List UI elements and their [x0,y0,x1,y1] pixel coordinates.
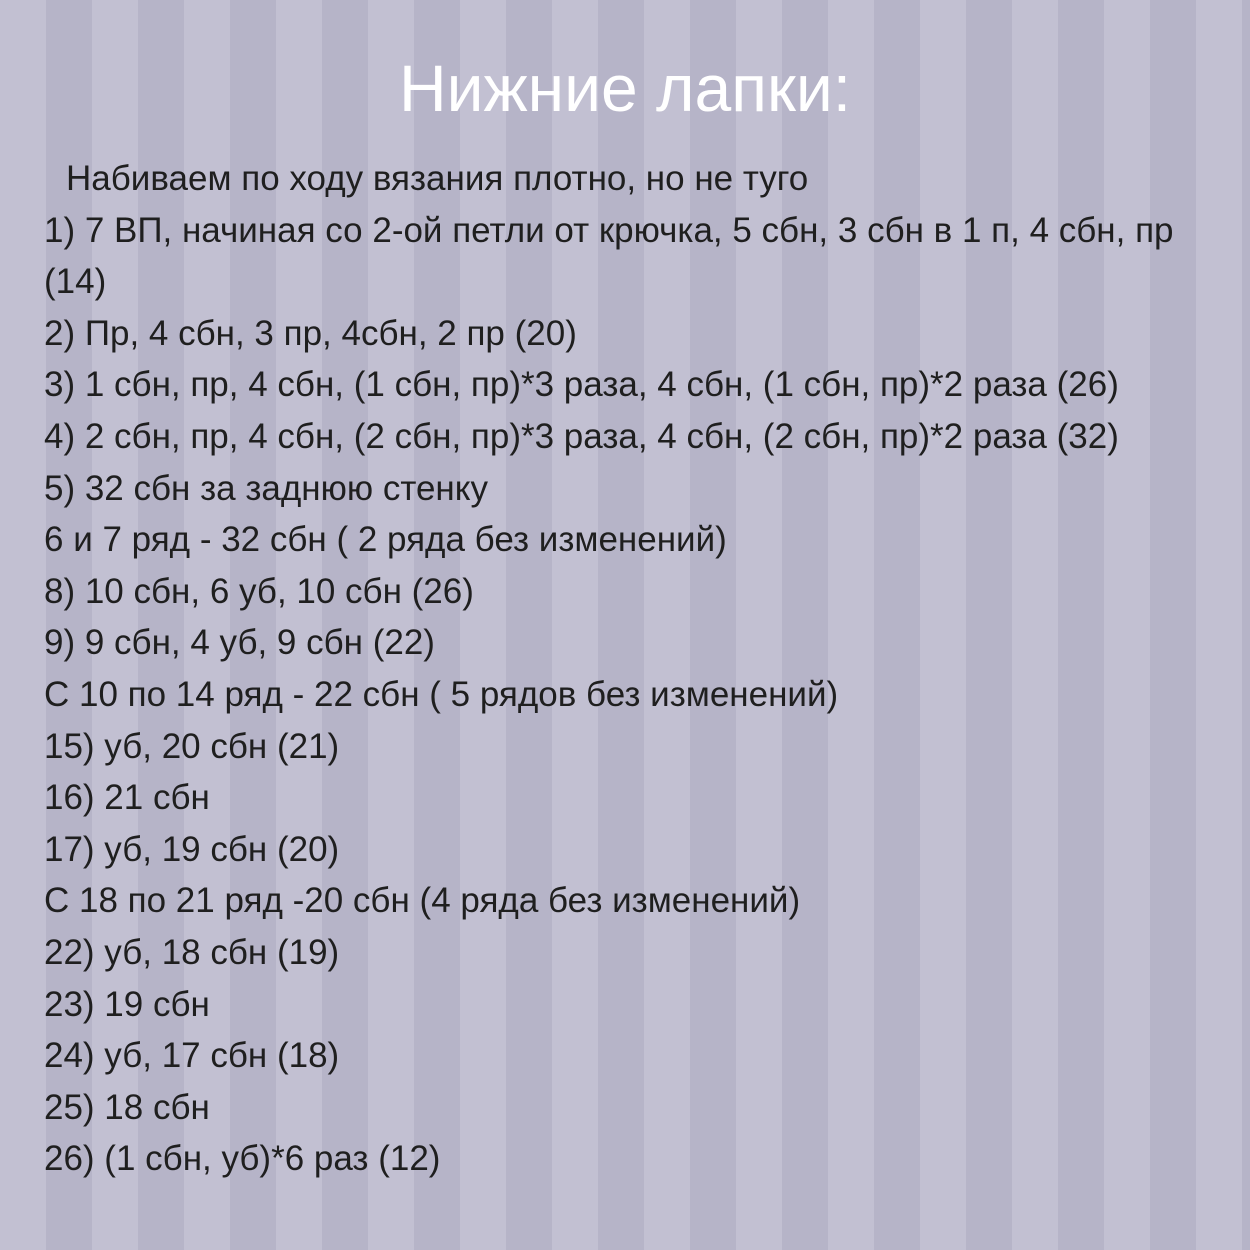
intro-text: Набиваем по ходу вязания плотно, но не туго [66,159,809,198]
pattern-row: 3) 1 сбн, пр, 4 сбн, (1 сбн, пр)*3 раза, 4 сбн, (1 сбн, пр)*2 раза (26) [44,365,1119,405]
pattern-row: 6 и 7 ряд - 32 сбн ( 2 ряда без изменений) [44,520,727,560]
pattern-instructions [44,153,1229,1185]
pattern-row: 22) уб, 18 сбн (19) [44,932,340,972]
page-title: Нижние лапки: [398,51,852,125]
pattern-row: 4) 2 сбн, пр, 4 сбн, (2 сбн, пр)*3 раза, 4 сбн, (2 сбн, пр)*2 раза (32) [44,416,1119,456]
pattern-row: 25) 18 сбн [44,1087,210,1127]
pattern-row: С 18 по 21 ряд -20 сбн (4 ряда без изменений) [44,881,801,921]
pattern-row: 2) Пр, 4 сбн, 3 пр, 4сбн, 2 пр (20) [44,313,577,353]
pattern-row: С 10 по 14 ряд - 22 сбн ( 5 рядов без изменений) [44,674,839,714]
pattern-row: 16) 21 сбн [44,778,210,818]
pattern-row: 9) 9 сбн, 4 уб, 9 сбн (22) [44,623,435,663]
pattern-row: 26) (1 сбн, уб)*6 раз (12) [44,1139,441,1179]
pattern-row: 23) 19 сбн [44,984,210,1024]
pattern-row: 17) уб, 19 сбн (20) [44,829,340,869]
pattern-row: 5) 32 сбн за заднюю стенку [44,468,488,508]
pattern-row: 8) 10 сбн, 6 уб, 10 сбн (26) [44,571,474,611]
pattern-row: 24) уб, 17 сбн (18) [44,1036,340,1076]
pattern-row: 15) уб, 20 сбн (21) [44,726,340,766]
pattern-row: 1) 7 ВП, начиная со 2-ой петли от крючка, 5 сбн, 3 сбн в 1 п, 4 сбн, пр (14) [44,210,1174,302]
